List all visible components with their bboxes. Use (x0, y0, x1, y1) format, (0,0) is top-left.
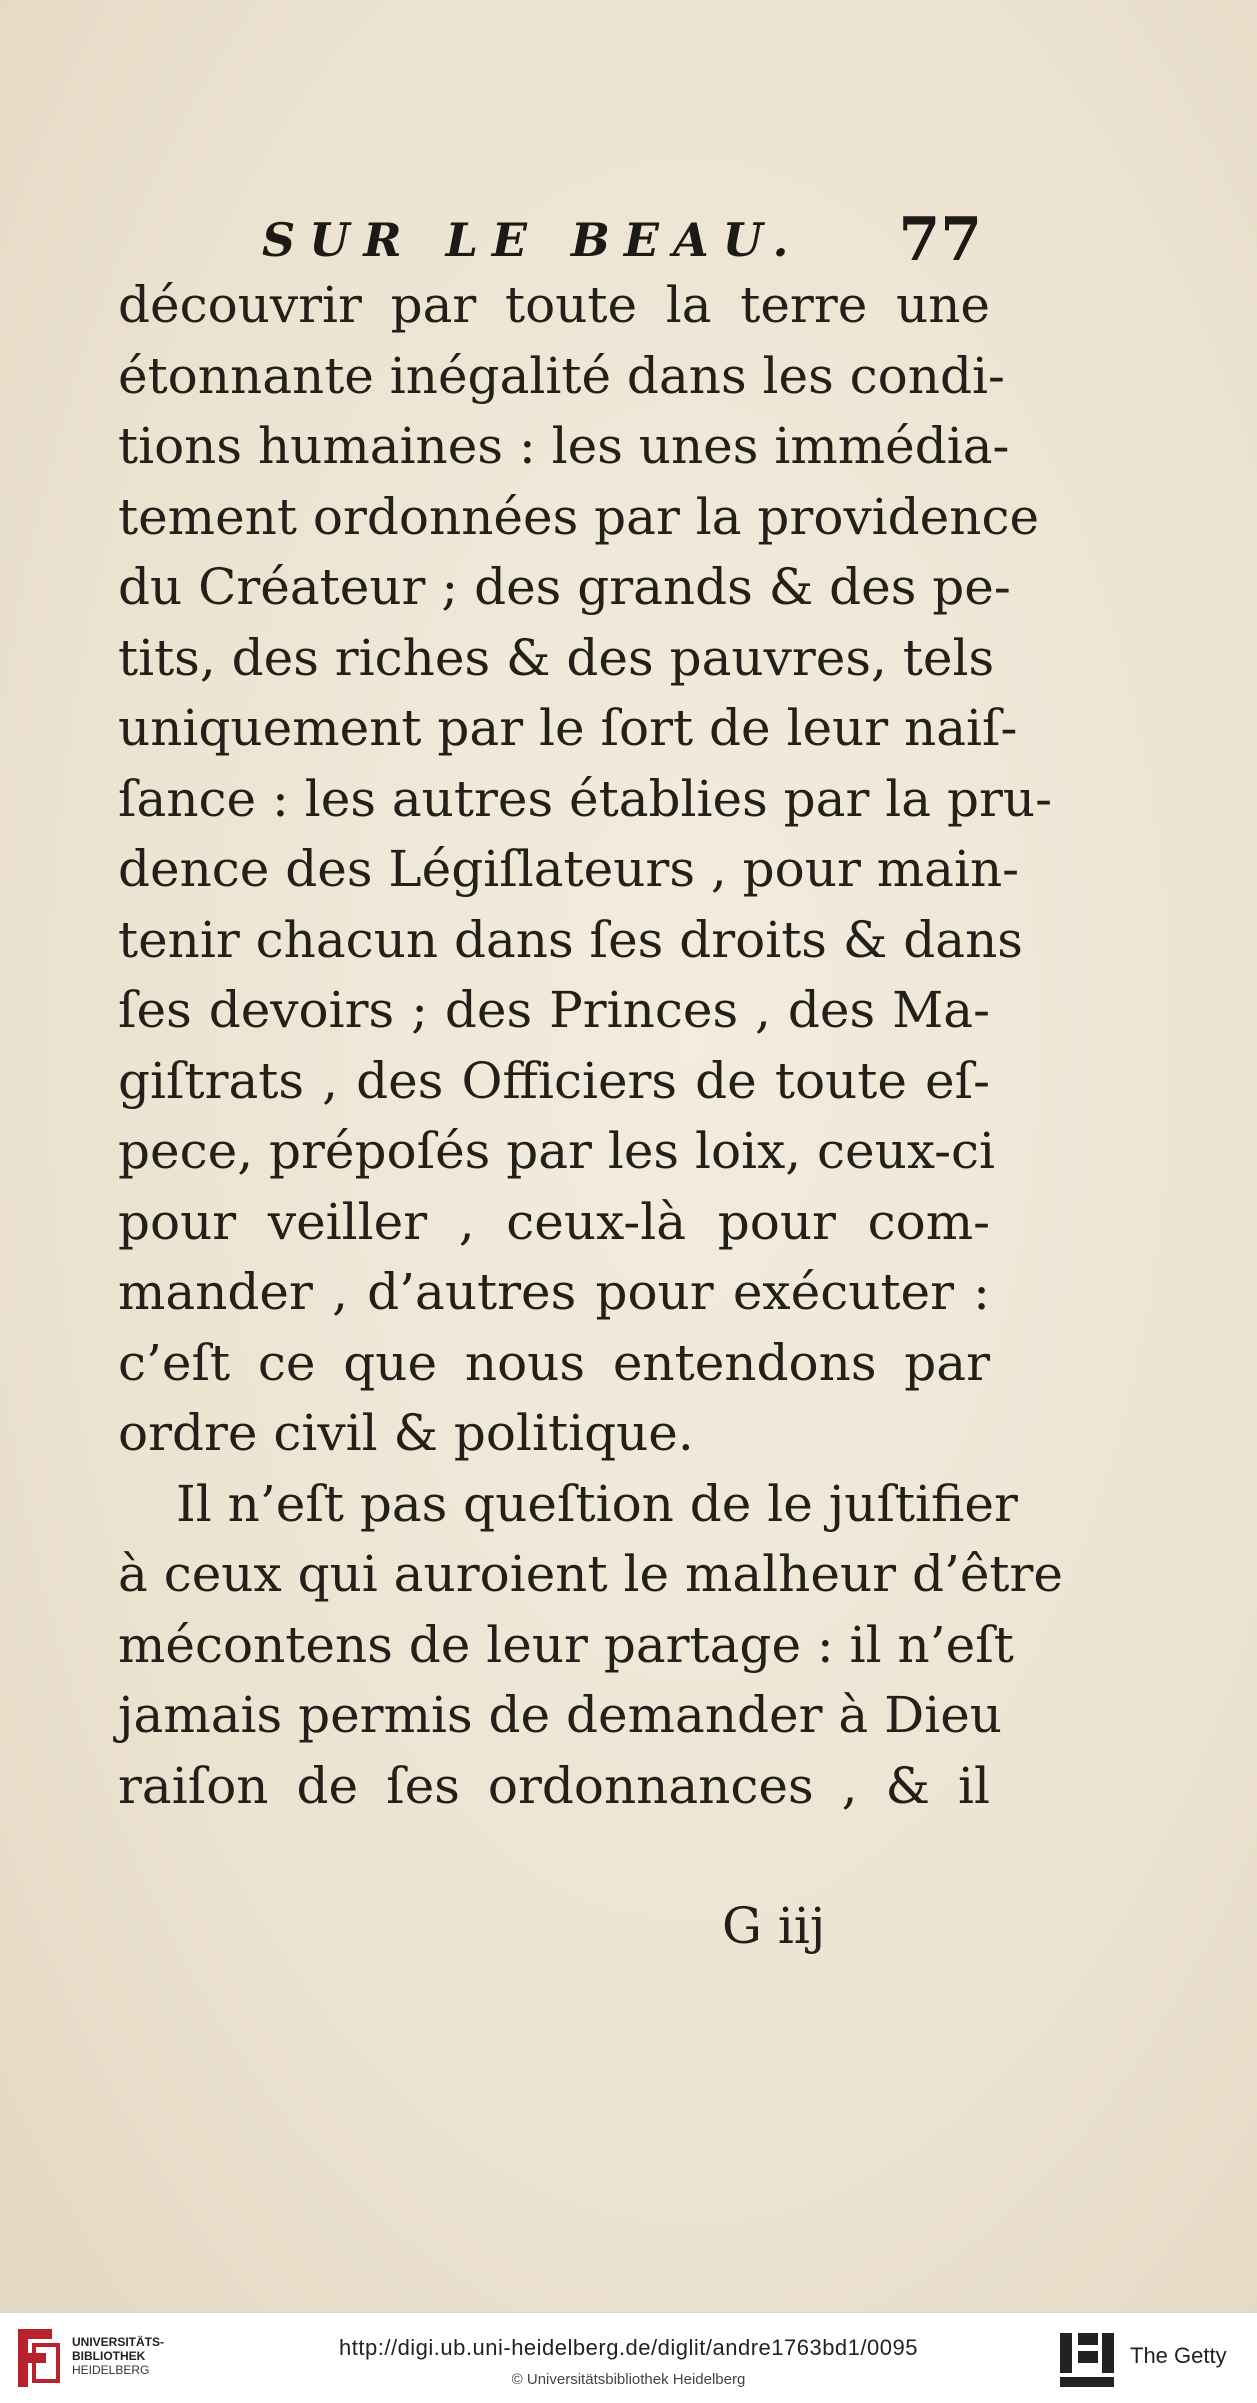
text-line: Il n’eſt pas queſtion de le juſtifier (176, 1474, 1018, 1533)
text-line: jamais permis de demander à Dieu (118, 1686, 1003, 1744)
text-line: ſance : les autres établies par la pru- (118, 769, 1052, 828)
text-line: dence des Légiſlateurs , pour main- (118, 840, 1020, 898)
text-line: raiſon de ſes ordonnances , & il (118, 1756, 990, 1815)
copyright-notice: © Universitätsbibliothek Heidelberg (511, 2371, 746, 2388)
partner-name: The Getty (1130, 2343, 1227, 2368)
text-line: mander , d’autres pour exécuter : (118, 1263, 990, 1321)
text-line: uniquement par le ſort de leur naiſ- (118, 699, 1018, 757)
text-line: tits, des riches & des pauvres, tels (118, 628, 995, 687)
text-line: pece, prépoſés par les loix, ceux-ci (118, 1122, 996, 1180)
footer-bar (0, 2312, 1257, 2403)
text-line: mécontens de leur partage : il n’eſt (118, 1615, 1014, 1674)
text-line: pour veiller , ceux-là pour com- (118, 1192, 990, 1251)
running-head-title: SUR LE BEAU. (262, 213, 803, 267)
institution-line: BIBLIOTHEK (72, 2349, 146, 2363)
institution-line: HEIDELBERG (72, 2363, 150, 2377)
text-line: ſes devoirs ; des Princes , des Ma- (118, 981, 990, 1039)
signature-mark: G iij (722, 1897, 826, 1955)
institution-line: UNIVERSITÄTS- (72, 2335, 165, 2349)
page-number: 77 (898, 205, 982, 275)
text-line: c’eſt ce que nous entendons par (118, 1333, 990, 1392)
getty-logo-icon (1056, 2329, 1118, 2391)
text-line: ordre civil & politique. (118, 1404, 694, 1462)
body-text (118, 270, 1064, 1821)
text-line: tenir chacun dans ſes droits & dans (118, 910, 1023, 969)
text-line: tions humaines : les unes immédia- (118, 417, 1010, 475)
permalink-url[interactable]: http://digi.ub.uni-heidelberg.de/diglit/andre1763bd1/0095 (339, 2335, 918, 2360)
text-line: à ceux qui auroient le malheur d’être (118, 1545, 1064, 1603)
text-line: tement ordonnées par la providence (118, 487, 1040, 546)
text-line: du Créateur ; des grands & des pe- (118, 558, 1011, 616)
text-line: étonnante inégalité dans les condi- (118, 346, 1005, 405)
text-line: giſtrats , des Officiers de toute eſ- (118, 1051, 990, 1110)
text-line: découvrir par toute la terre une (118, 276, 990, 334)
running-head (262, 205, 982, 275)
